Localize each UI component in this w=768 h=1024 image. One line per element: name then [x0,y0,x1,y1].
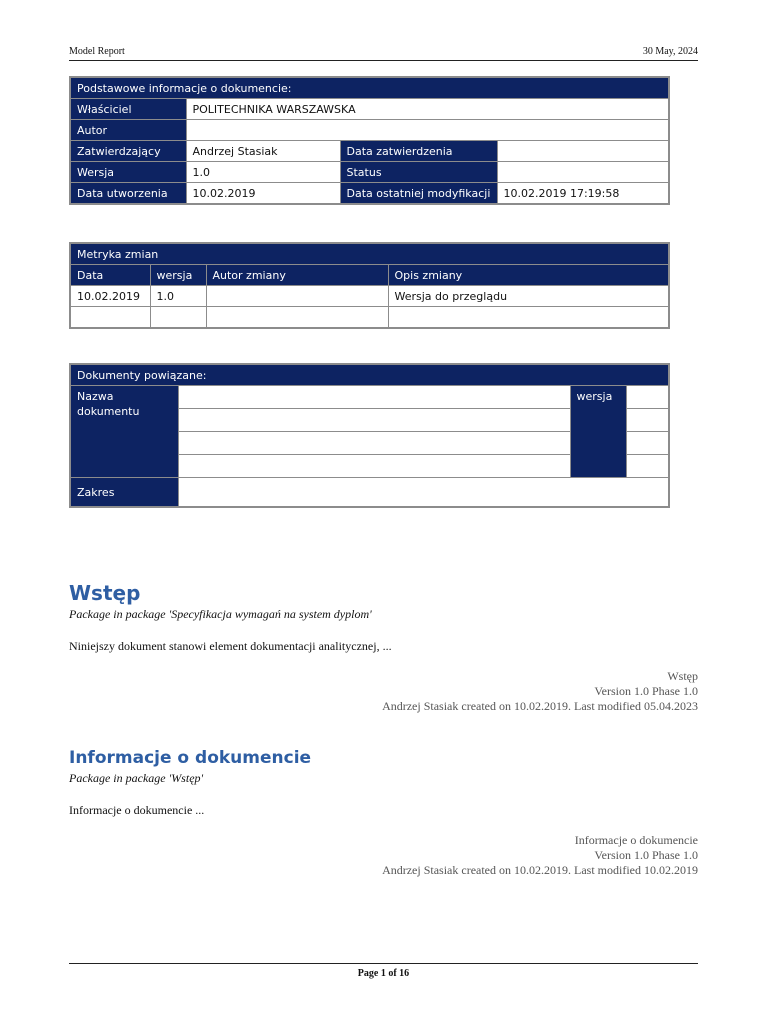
doc-name-cell [178,386,570,409]
column-header: wersja [150,265,206,286]
change-date: 10.02.2019 [70,286,150,307]
package-path: Package in package 'Specyfikacja wymagań na system dyplom' [69,607,372,621]
basic-info-table [69,76,670,205]
section-heading: Wstęp [69,581,141,605]
section-heading: Informacje o dokumencie [69,748,312,768]
status-label: Status [340,162,497,183]
meta-created: Andrzej Stasiak created on 10.02.2019. Last modified 05.04.2023 [382,699,698,713]
modified-label: Data ostatniej modyfikacji [340,183,497,205]
change-date [70,307,150,329]
author-label: Autor [70,120,186,141]
doc-name-cell [178,409,570,432]
approval-date-value [497,141,669,162]
column-header: Opis zmiany [388,265,669,286]
change-description: Wersja do przeglądu [388,286,669,307]
created-value: 10.02.2019 [186,183,340,205]
version-value: 1.0 [186,162,340,183]
column-header: Autor zmiany [206,265,388,286]
modified-value: 10.02.2019 17:19:58 [497,183,669,205]
report-title: Model Report [69,46,125,57]
meta-created: Andrzej Stasiak created on 10.02.2019. Last modified 10.02.2019 [382,863,698,877]
package-path: Package in package 'Wstęp' [69,771,204,785]
section-informacje [69,748,698,878]
page-footer [69,963,698,979]
doc-version-cell [626,409,669,432]
section-body: Informacje o dokumencie ... [69,803,205,817]
doc-version-cell [626,386,669,409]
approval-date-label: Data zatwierdzenia [340,141,497,162]
section-meta [69,669,698,714]
column-header: Data [70,265,150,286]
basic-info-title: Podstawowe informacje o dokumencie: [70,77,669,99]
table-row [70,307,669,329]
change-author [206,307,388,329]
meta-version: Version 1.0 Phase 1.0 [594,848,698,862]
status-value [497,162,669,183]
page-number: Page 1 of 16 [357,968,410,979]
section-body: Niniejszy dokument stanowi element dokumentacji analitycznej, ... [69,639,392,653]
doc-version-cell [626,432,669,455]
change-version [150,307,206,329]
change-log-table [69,242,670,329]
owner-value: POLITECHNIKA WARSZAWSKA [186,99,669,120]
version-label: Wersja [70,162,186,183]
related-docs-table [69,363,670,508]
change-version: 1.0 [150,286,206,307]
page-header [69,44,698,61]
doc-version-cell [626,455,669,478]
doc-version-label: wersja [570,386,626,478]
doc-name-cell [178,432,570,455]
owner-label: Właściciel [70,99,186,120]
scope-label: Zakres [70,478,178,508]
created-label: Data utworzenia [70,183,186,205]
meta-version: Version 1.0 Phase 1.0 [594,684,698,698]
change-log-title: Metryka zmian [70,243,669,265]
scope-value [178,478,669,508]
meta-name: Informacje o dokumencie [574,833,698,847]
table-row [70,286,669,307]
report-date: 30 May, 2024 [642,46,698,57]
author-value [186,120,669,141]
meta-name: Wstęp [667,669,698,683]
doc-name-cell [178,455,570,478]
approver-value: Andrzej Stasiak [186,141,340,162]
change-description [388,307,669,329]
section-wstep [69,581,698,714]
change-author [206,286,388,307]
related-docs-title: Dokumenty powiązane: [70,364,669,386]
section-meta [69,833,698,878]
doc-name-label: Nazwa dokumentu [70,386,178,478]
approver-label: Zatwierdzający [70,141,186,162]
